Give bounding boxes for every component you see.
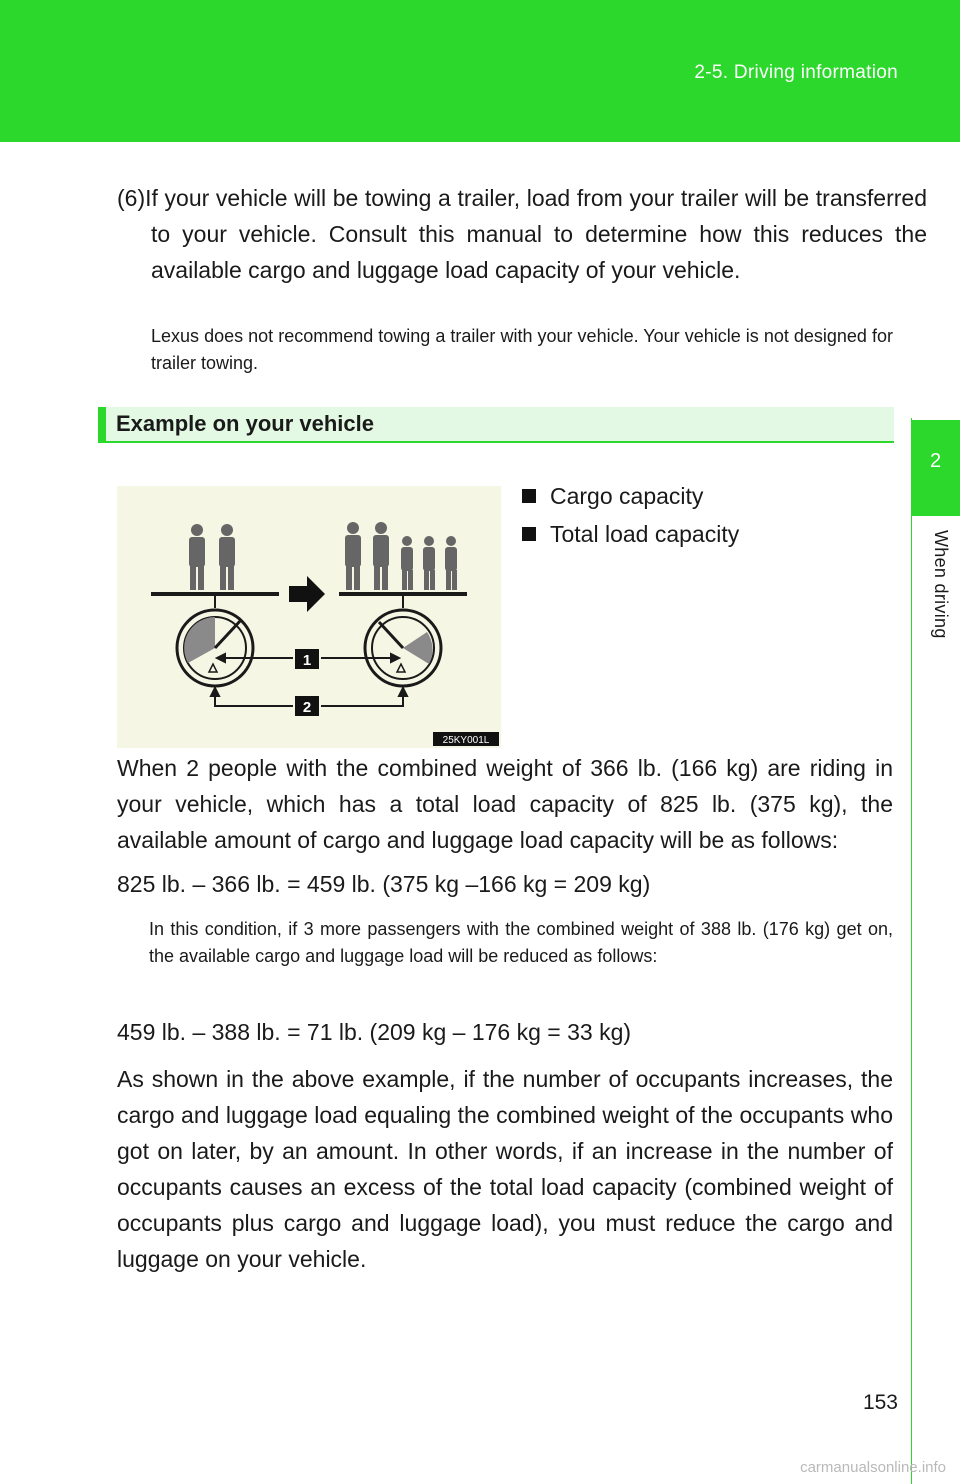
platform-right (339, 592, 467, 596)
section-heading (98, 407, 894, 443)
callout-1-text: 1 (302, 652, 312, 669)
example-text: When 2 people with the combined weight of 366 lb. (166 kg) are riding in your vehicle, which has a total load capacity of 825 lb. (375 kg), the available amount of cargo and luggage load capacity will be as follows: (117, 755, 893, 853)
legend-label: Total load capacity (550, 521, 740, 547)
legend-badge-1-icon (522, 489, 536, 503)
load-capacity-illustration (117, 486, 501, 748)
condition-note: In this condition, if 3 more passengers with the combined weight of 388 lb. (176 kg) get on, the available cargo and luggage load will be reduced as follows: (149, 919, 893, 966)
watermark: carmanualsonline.info (800, 1459, 946, 1476)
item-6-note: Lexus does not recommend towing a trailer with your vehicle. Your vehicle is not designed for trailer towing. (151, 326, 893, 373)
legend-item-cargo-capacity (522, 483, 703, 510)
legend-item-total-load-capacity (522, 521, 739, 548)
platform-left (151, 592, 279, 596)
legend-badge-2-icon (522, 527, 536, 541)
section-title: 2-5. Driving information (694, 62, 898, 83)
item-6-text: (6)If your vehicle will be towing a trailer, load from your trailer will be transferred to your vehicle. Consult this manual to determine how this reduces the available cargo and luggage load capacity of your vehicle. (117, 185, 927, 283)
summary-text: As shown in the above example, if the number of occupants increases, the cargo and luggage load equaling the combined weight of the occupants who got on later, by an amount. In other words, if an increase in the number of occupants causes an excess of the total load capacity (combined weight of occupants plus cargo and luggage load), you must reduce the cargo and luggage on your vehicle. (117, 1066, 893, 1272)
calculation-1: 825 lb. – 366 lb. = 459 lb. (375 kg –166 kg = 209 kg) (117, 871, 651, 897)
callout-2-text: 2 (302, 699, 312, 716)
side-tab-rule (911, 418, 912, 1484)
chapter-number: 2 (929, 450, 942, 472)
section-heading-title: Example on your vehicle (116, 411, 374, 436)
calculation-2: 459 lb. – 388 lb. = 71 lb. (209 kg – 176 kg = 33 kg) (117, 1019, 632, 1045)
chapter-label: When driving (931, 530, 951, 639)
figure-code: 25KY001L (442, 735, 490, 746)
legend-label: Cargo capacity (550, 483, 704, 509)
page-number: 153 (862, 1391, 898, 1414)
